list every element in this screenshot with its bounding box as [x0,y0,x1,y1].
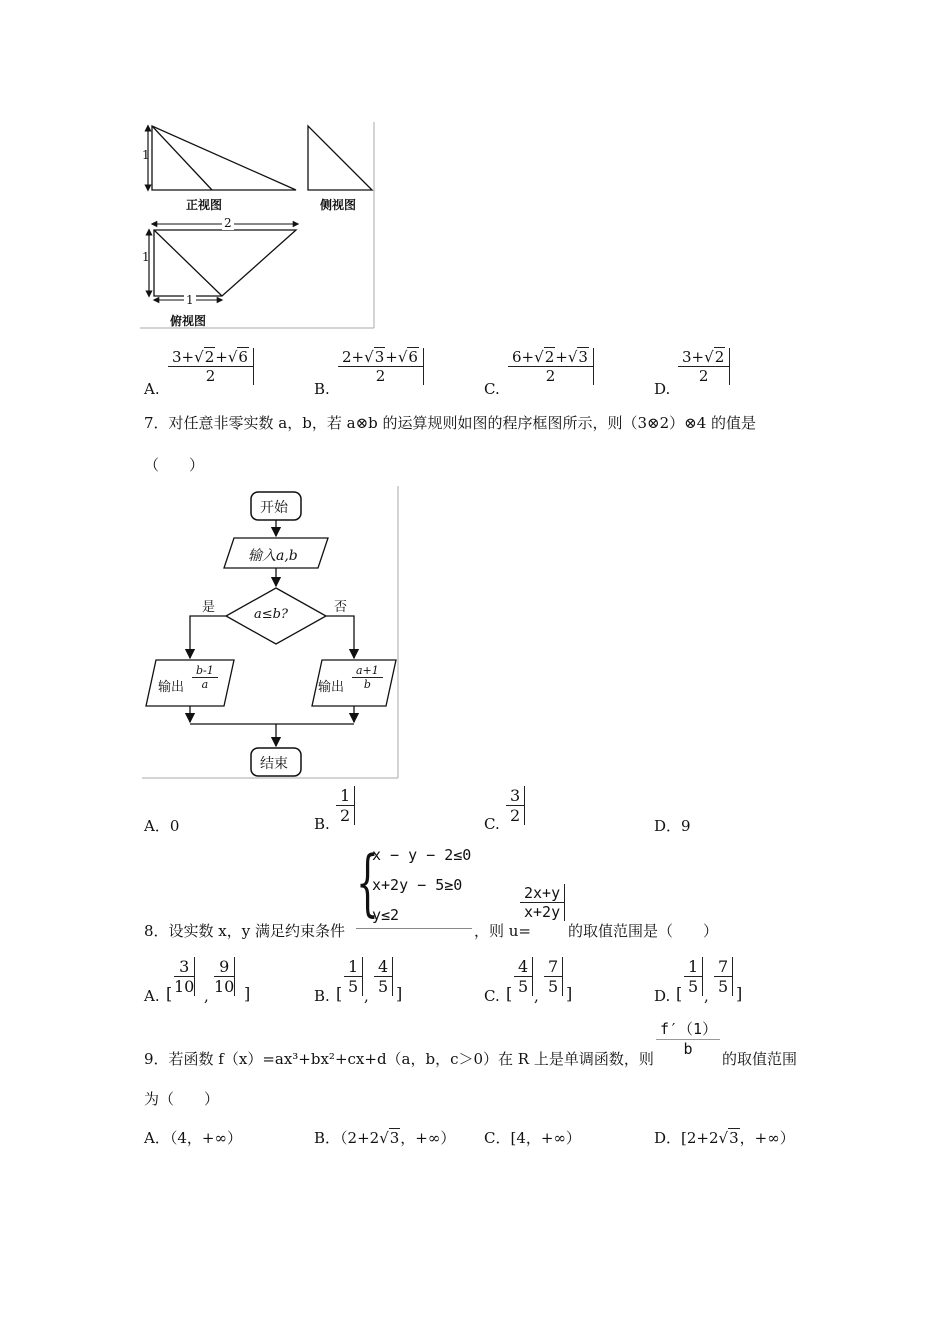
q7-option-b-fraction: $\frac{1}{2}$ [336,786,355,825]
q8-option-c-close: ] [566,984,573,1003]
flow-output-right-label: 输出 [318,680,345,695]
q7-option-b-letter: B. [314,815,330,833]
q9-fraction: $\frac{f'(1)}{b}$ [656,1018,720,1058]
q8-option-d-lower: $\frac{1}{5}$ [684,957,703,996]
q8-option-d-close: ] [736,984,743,1003]
front-view-label: 正视图 [186,198,223,212]
left-brace-icon: { [356,840,379,924]
q8-stem-mid: ，则 u= [474,922,531,940]
q8-option-a-sep: , [204,987,209,1005]
q8-option-c-letter: C. [484,987,500,1005]
q9-option-a: A．（4，+∞） [144,1129,242,1147]
q9-option-d: D．[2+2√3，+∞） [654,1129,795,1147]
q8-option-a-open: [ [166,984,173,1003]
flow-yes-label: 是 [202,600,216,615]
dim-top-width: 2 [224,216,232,230]
constraint-1: x − y − 2≤0 [372,846,472,864]
top-view-label: 俯视图 [170,314,207,328]
q8-option-b-sep: , [364,987,369,1005]
flow-input-node: 输入a,b [248,548,298,564]
dim-front-height: 1 [142,148,150,162]
flowchart [142,486,400,780]
constraint-2: x+2y − 5≥0 [372,876,463,894]
q8-stem-post: 的取值范围是（ ） [568,922,719,940]
q8-option-c-lower: $\frac{4}{5}$ [514,957,533,996]
q8-option-b-open: [ [336,984,343,1003]
q8-option-c-upper: $\frac{7}{5}$ [544,957,563,996]
flowchart-diagram [142,486,400,780]
q9-stem-post: 的取值范围 [722,1050,798,1068]
q9-stem-pre: 9．若函数 f（x）=ax³+bx²+cx+d（a，b，c＞0）在 R 上是单调函数，则 [144,1050,654,1068]
q7-option-d: D．9 [654,817,691,835]
q6-option-c-letter: C. [484,380,500,398]
q8-option-a-lower: $\frac{3}{10}$ [174,957,195,996]
q9-option-b: B．（2+2√3，+∞） [314,1129,456,1147]
q8-option-c-open: [ [506,984,513,1003]
flow-output-right-fraction: $\frac{a+1}{b}$ [352,664,383,691]
q7-answer-paren: （ ） [144,456,205,474]
three-view-diagram [140,122,380,330]
q8-option-a-close: ] [244,984,251,1003]
q6-option-d-fraction: $\frac{3+√2}{2}$ [678,348,730,385]
q8-option-b-upper: $\frac{4}{5}$ [374,957,393,996]
q8-option-b-lower: $\frac{1}{5}$ [344,957,363,996]
q8-option-a-upper: $\frac{9}{10}$ [214,957,235,996]
q7-stem: 7．对任意非零实数 a，b，若 a⊗b 的运算规则如图的程序框图所示，则（3⊗2）⊗4 的值是 [144,414,757,432]
q9-option-c: C．[4，+∞） [484,1129,581,1147]
q7-option-c-fraction: $\frac{3}{2}$ [506,786,525,825]
flow-end-node: 结束 [260,756,288,772]
dim-top-height: 1 [142,250,150,264]
flow-output-left-label: 输出 [158,680,185,695]
flow-start-node: 开始 [260,500,288,516]
q8-constraint-system [356,840,472,929]
q8-option-c-sep: , [534,987,539,1005]
q7-option-c-letter: C. [484,815,500,833]
q6-option-a-fraction: $\frac{3+√2+√6}{2}$ [168,348,254,385]
q8-option-d-sep: , [704,987,709,1005]
dim-top-bottom: 1 [186,293,194,307]
q8-stem-pre: 8．设实数 x，y 满足约束条件 [144,922,346,940]
q8-option-a-letter: A. [144,987,160,1005]
q6-option-c-fraction: $\frac{6+√2+√3}{2}$ [508,348,594,385]
q7-option-a: A．0 [144,817,180,835]
q6-option-b-fraction: $\frac{2+√3+√6}{2}$ [338,348,424,385]
q8-option-b-letter: B. [314,987,330,1005]
flow-output-left-fraction: $\frac{b-1}{a}$ [192,664,218,691]
q8-option-b-close: ] [396,984,403,1003]
q8-u-fraction: $\frac{2x+y}{x+2y}$ [520,884,565,921]
constraint-3: y≤2 [372,906,400,924]
q8-option-d-open: [ [676,984,683,1003]
q6-option-a-letter: A. [144,380,160,398]
q8-option-d-upper: $\frac{7}{5}$ [714,957,733,996]
three-view-figure [140,122,380,330]
flow-condition-node: a≤b? [254,607,288,622]
q9-stem-line2: 为（ ） [144,1090,220,1108]
side-view-label: 侧视图 [320,198,357,212]
q8-option-d-letter: D. [654,987,671,1005]
flow-no-label: 否 [334,600,348,615]
q6-option-d-letter: D. [654,380,671,398]
q6-option-b-letter: B. [314,380,330,398]
